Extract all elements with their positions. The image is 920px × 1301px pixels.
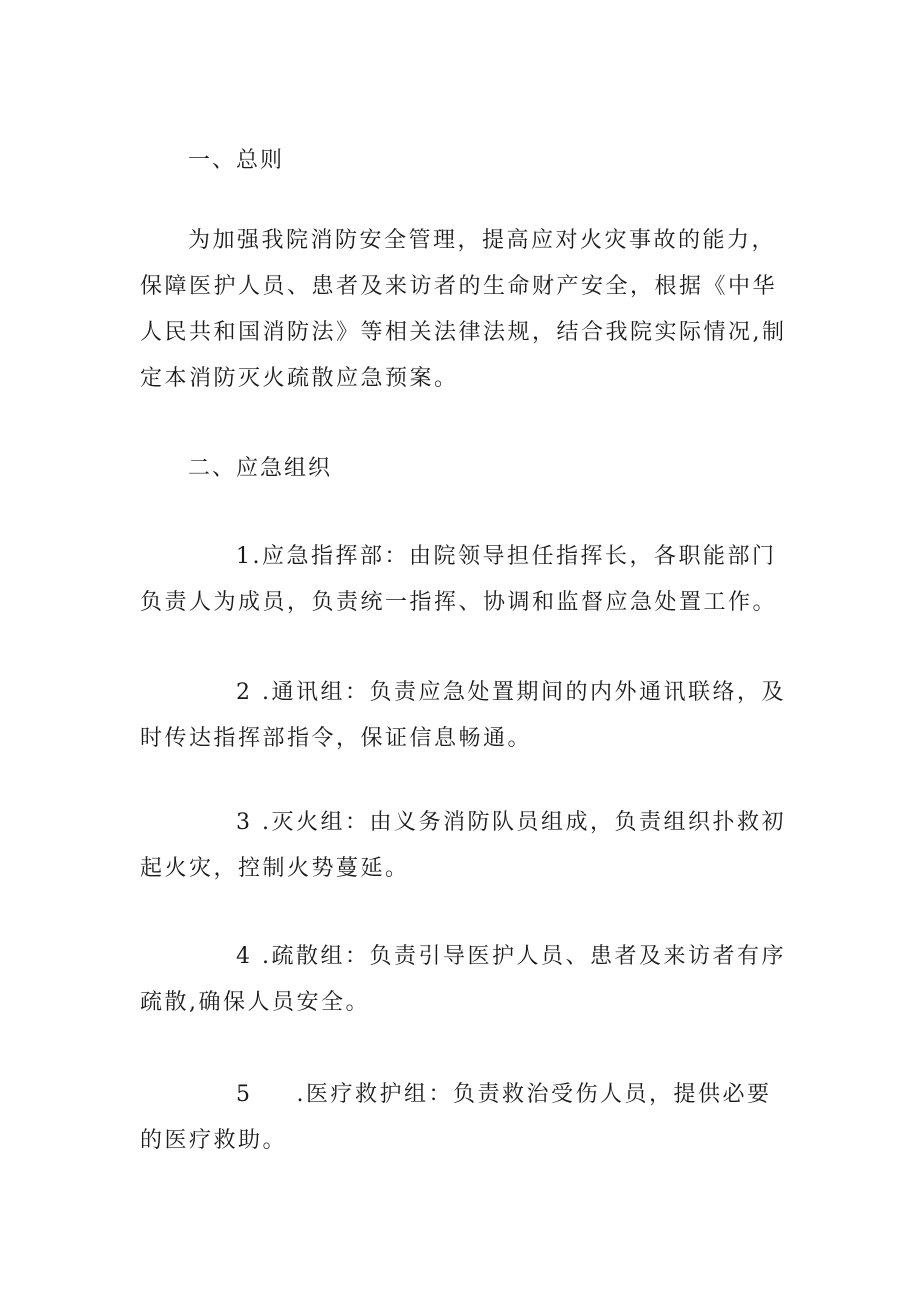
item-number: 3 . [236, 810, 272, 835]
section-heading-organization: 二、应急组织 [188, 456, 333, 481]
item-text: 灭火组：由义务消防队员组成，负责组织扑救初起火灾，控制火势蔓延。 [140, 810, 786, 881]
item-text: .医疗救护组：负责救治受伤人员，提供必要的医疗救助。 [140, 1082, 772, 1153]
item-text: 通讯组：负责应急处置期间的内外通讯联络，及时传达指挥部指令，保证信息畅通。 [140, 680, 786, 751]
organization-item-5 [140, 1072, 790, 1164]
item-text: 疏散组：负责引导医护人员、患者及来访者有序疏散,确保人员安全。 [140, 944, 786, 1015]
general-paragraph: 为加强我院消防安全管理，提高应对火灾事故的能力，保障医护人员、患者及来访者的生命财产安全，根据《中华人民共和国消防法》等相关法律法规，结合我院实际情况,制定本消防灭火疏散应急预案。 [140, 228, 787, 391]
item-text: 应急指挥部：由院领导担任指挥长，各职能部门负责人为成员，负责统一指挥、协调和监督应急处置工作。 [140, 544, 778, 615]
item-number: 4 . [236, 944, 272, 969]
item-number: 5 [236, 1082, 253, 1107]
item-number: 1. [236, 544, 262, 569]
organization-item-4 [140, 934, 790, 1026]
organization-item-1 [140, 534, 790, 626]
item-number: 2 . [236, 680, 272, 705]
organization-item-2 [140, 670, 790, 762]
organization-item-3 [140, 800, 790, 892]
section-heading-general: 一、总则 [188, 148, 285, 173]
